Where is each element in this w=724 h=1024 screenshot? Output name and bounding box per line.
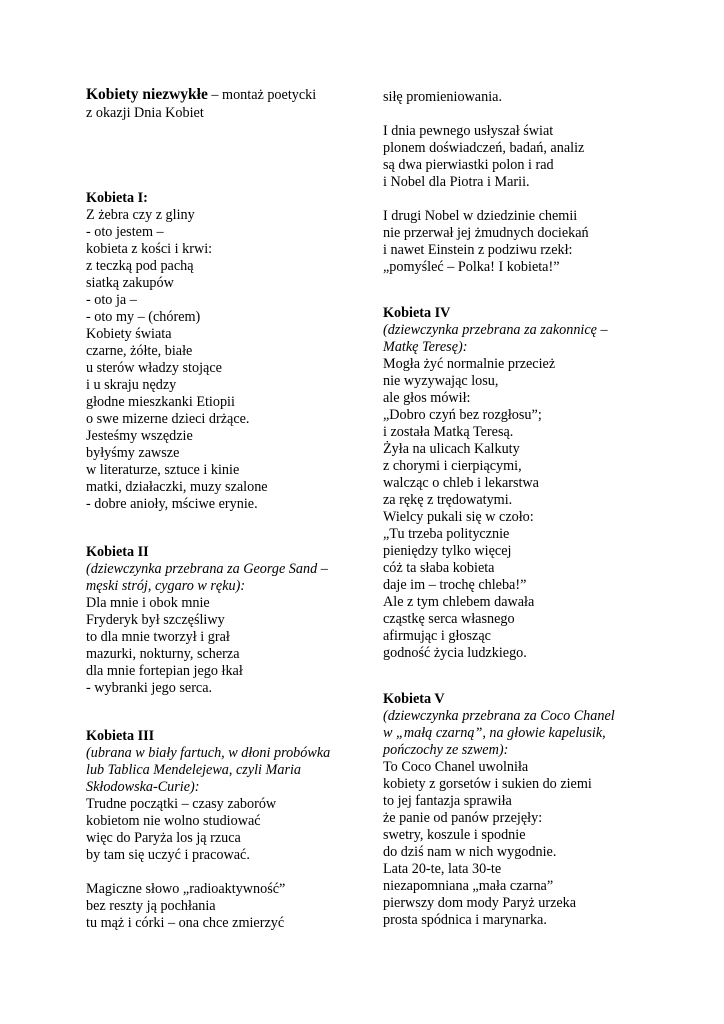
- section-note: (dziewczynka przebrana za Coco Chanel: [383, 708, 615, 724]
- section-note: w „małą czarną”, na głowie kapelusik,: [383, 725, 606, 741]
- poem-line: kobiety z gorsetów i sukien do ziemi: [383, 776, 592, 792]
- poem-line: i Nobel dla Piotra i Marii.: [383, 174, 530, 190]
- poem-line: z teczką pod pachą: [86, 258, 194, 274]
- poem-line: Z żebra czy z gliny: [86, 207, 195, 223]
- poem-line: - dobre anioły, mściwe erynie.: [86, 496, 258, 512]
- poem-line: afirmując i głosząc: [383, 628, 491, 644]
- poem-line: za rękę z trędowatymi.: [383, 492, 513, 508]
- section-note: (dziewczynka przebrana za George Sand –: [86, 561, 328, 577]
- section-heading: Kobieta III: [86, 728, 155, 744]
- poem-line: ale głos mówił:: [383, 390, 471, 406]
- poem-line: - oto my – (chórem): [86, 309, 201, 325]
- section-note: (ubrana w biały fartuch, w dłoni probówka: [86, 745, 331, 761]
- poem-line: cząstkę serca własnego: [383, 611, 515, 627]
- section-note: pończochy ze szwem):: [383, 742, 509, 758]
- poem-line: nie wyzywając losu,: [383, 373, 499, 389]
- section-note: Skłodowska-Curie):: [86, 779, 200, 795]
- poem-line: siatką zakupów: [86, 275, 174, 291]
- poem-line: to jej fantazja sprawiła: [383, 793, 512, 809]
- poem-line: w literaturze, sztuce i kinie: [86, 462, 240, 478]
- poem-line: Magiczne słowo „radioaktywność”: [86, 881, 286, 897]
- poem-line: matki, działaczki, muzy szalone: [86, 479, 268, 495]
- poem-line: cóż ta słaba kobieta: [383, 560, 495, 576]
- poem-line: pieniędzy tylko więcej: [383, 543, 512, 559]
- section-note: lub Tablica Mendelejewa, czyli Maria: [86, 762, 302, 778]
- poem-line: Fryderyk był szczęśliwy: [86, 612, 225, 628]
- poem-line: do dziś nam w nich wygodnie.: [383, 844, 557, 860]
- poem-line: głodne mieszkanki Etiopii: [86, 394, 235, 410]
- poem-line: siłę promieniowania.: [383, 89, 502, 105]
- poem-line: swetry, koszule i spodnie: [383, 827, 526, 843]
- poem-line: są dwa pierwiastki polon i rad: [383, 157, 554, 173]
- poem-line: Jesteśmy wszędzie: [86, 428, 193, 444]
- poem-line: Kobiety świata: [86, 326, 172, 342]
- poem-line: i została Matką Teresą.: [383, 424, 514, 440]
- poem-line: I dnia pewnego usłyszał świat: [383, 123, 554, 139]
- section-heading: Kobieta I:: [86, 190, 148, 206]
- poem-line: prosta spódnica i marynarka.: [383, 912, 547, 928]
- poem-line: i nawet Einstein z podziwu rzekł:: [383, 242, 573, 258]
- poem-line: u sterów władzy stojące: [86, 360, 222, 376]
- poem-line: godność życia ludzkiego.: [383, 645, 527, 661]
- poem-line: Mogła żyć normalnie przecież: [383, 356, 556, 372]
- document-title: [86, 86, 316, 104]
- poem-line: byłyśmy zawsze: [86, 445, 180, 461]
- poem-line: kobieta z kości i krwi:: [86, 241, 213, 257]
- section-heading: Kobieta II: [86, 544, 149, 560]
- poem-line: pierwszy dom mody Paryż urzeka: [383, 895, 577, 911]
- poem-line: daje im – trochę chleba!”: [383, 577, 527, 593]
- poem-line: walcząc o chleb i lekarstwa: [383, 475, 539, 491]
- poem-line: bez reszty ją pochłania: [86, 898, 216, 914]
- poem-line: - oto ja –: [86, 292, 137, 308]
- title-rest: – montaż poetycki: [207, 87, 317, 103]
- poem-line: „Dobro czyń bez rozgłosu”;: [383, 407, 542, 423]
- section-note: męski strój, cygaro w ręku):: [86, 578, 246, 594]
- title-main: Kobiety niezwykłe: [86, 86, 208, 103]
- poem-line: I drugi Nobel w dziedzinie chemii: [383, 208, 578, 224]
- poem-line: Ale z tym chlebem dawała: [383, 594, 535, 610]
- poem-line: by tam się uczyć i pracować.: [86, 847, 250, 863]
- poem-line: plonem doświadczeń, badań, analiz: [383, 140, 585, 156]
- section-note: Matkę Teresę):: [383, 339, 468, 355]
- poem-line: Lata 20-te, lata 30-te: [383, 861, 502, 877]
- poem-line: niezapomniana „mała czarna”: [383, 878, 554, 894]
- poem-line: że panie od panów przejęły:: [383, 810, 543, 826]
- poem-line: „pomyśleć – Polka! I kobieta!”: [383, 259, 560, 275]
- poem-line: Dla mnie i obok mnie: [86, 595, 210, 611]
- poem-line: czarne, żółte, białe: [86, 343, 193, 359]
- poem-line: dla mnie fortepian jego łkał: [86, 663, 243, 679]
- poem-line: i u skraju nędzy: [86, 377, 177, 393]
- poem-line: o swe mizerne dzieci drżące.: [86, 411, 250, 427]
- section-heading: Kobieta IV: [383, 305, 451, 321]
- poem-line: nie przerwał jej żmudnych dociekań: [383, 225, 589, 241]
- poem-line: kobietom nie wolno studiować: [86, 813, 261, 829]
- poem-line: tu mąż i córki – ona chce zmierzyć: [86, 915, 285, 931]
- poem-line: Żyła na ulicach Kalkuty: [383, 441, 520, 457]
- section-heading: Kobieta V: [383, 691, 445, 707]
- poem-line: To Coco Chanel uwolniła: [383, 759, 529, 775]
- poem-line: Wielcy pukali się w czoło:: [383, 509, 534, 525]
- section-note: (dziewczynka przebrana za zakonnicę –: [383, 322, 608, 338]
- poem-line: - wybranki jego serca.: [86, 680, 213, 696]
- poem-line: Trudne początki – czasy zaborów: [86, 796, 277, 812]
- poem-line: mazurki, nokturny, scherza: [86, 646, 240, 662]
- poem-line: - oto jestem –: [86, 224, 164, 240]
- poem-line: z chorymi i cierpiącymi,: [383, 458, 522, 474]
- poem-line: to dla mnie tworzył i grał: [86, 629, 230, 645]
- poem-line: „Tu trzeba politycznie: [383, 526, 510, 542]
- poem-line: więc do Paryża los ją rzuca: [86, 830, 241, 846]
- title-line-2: z okazji Dnia Kobiet: [86, 105, 204, 121]
